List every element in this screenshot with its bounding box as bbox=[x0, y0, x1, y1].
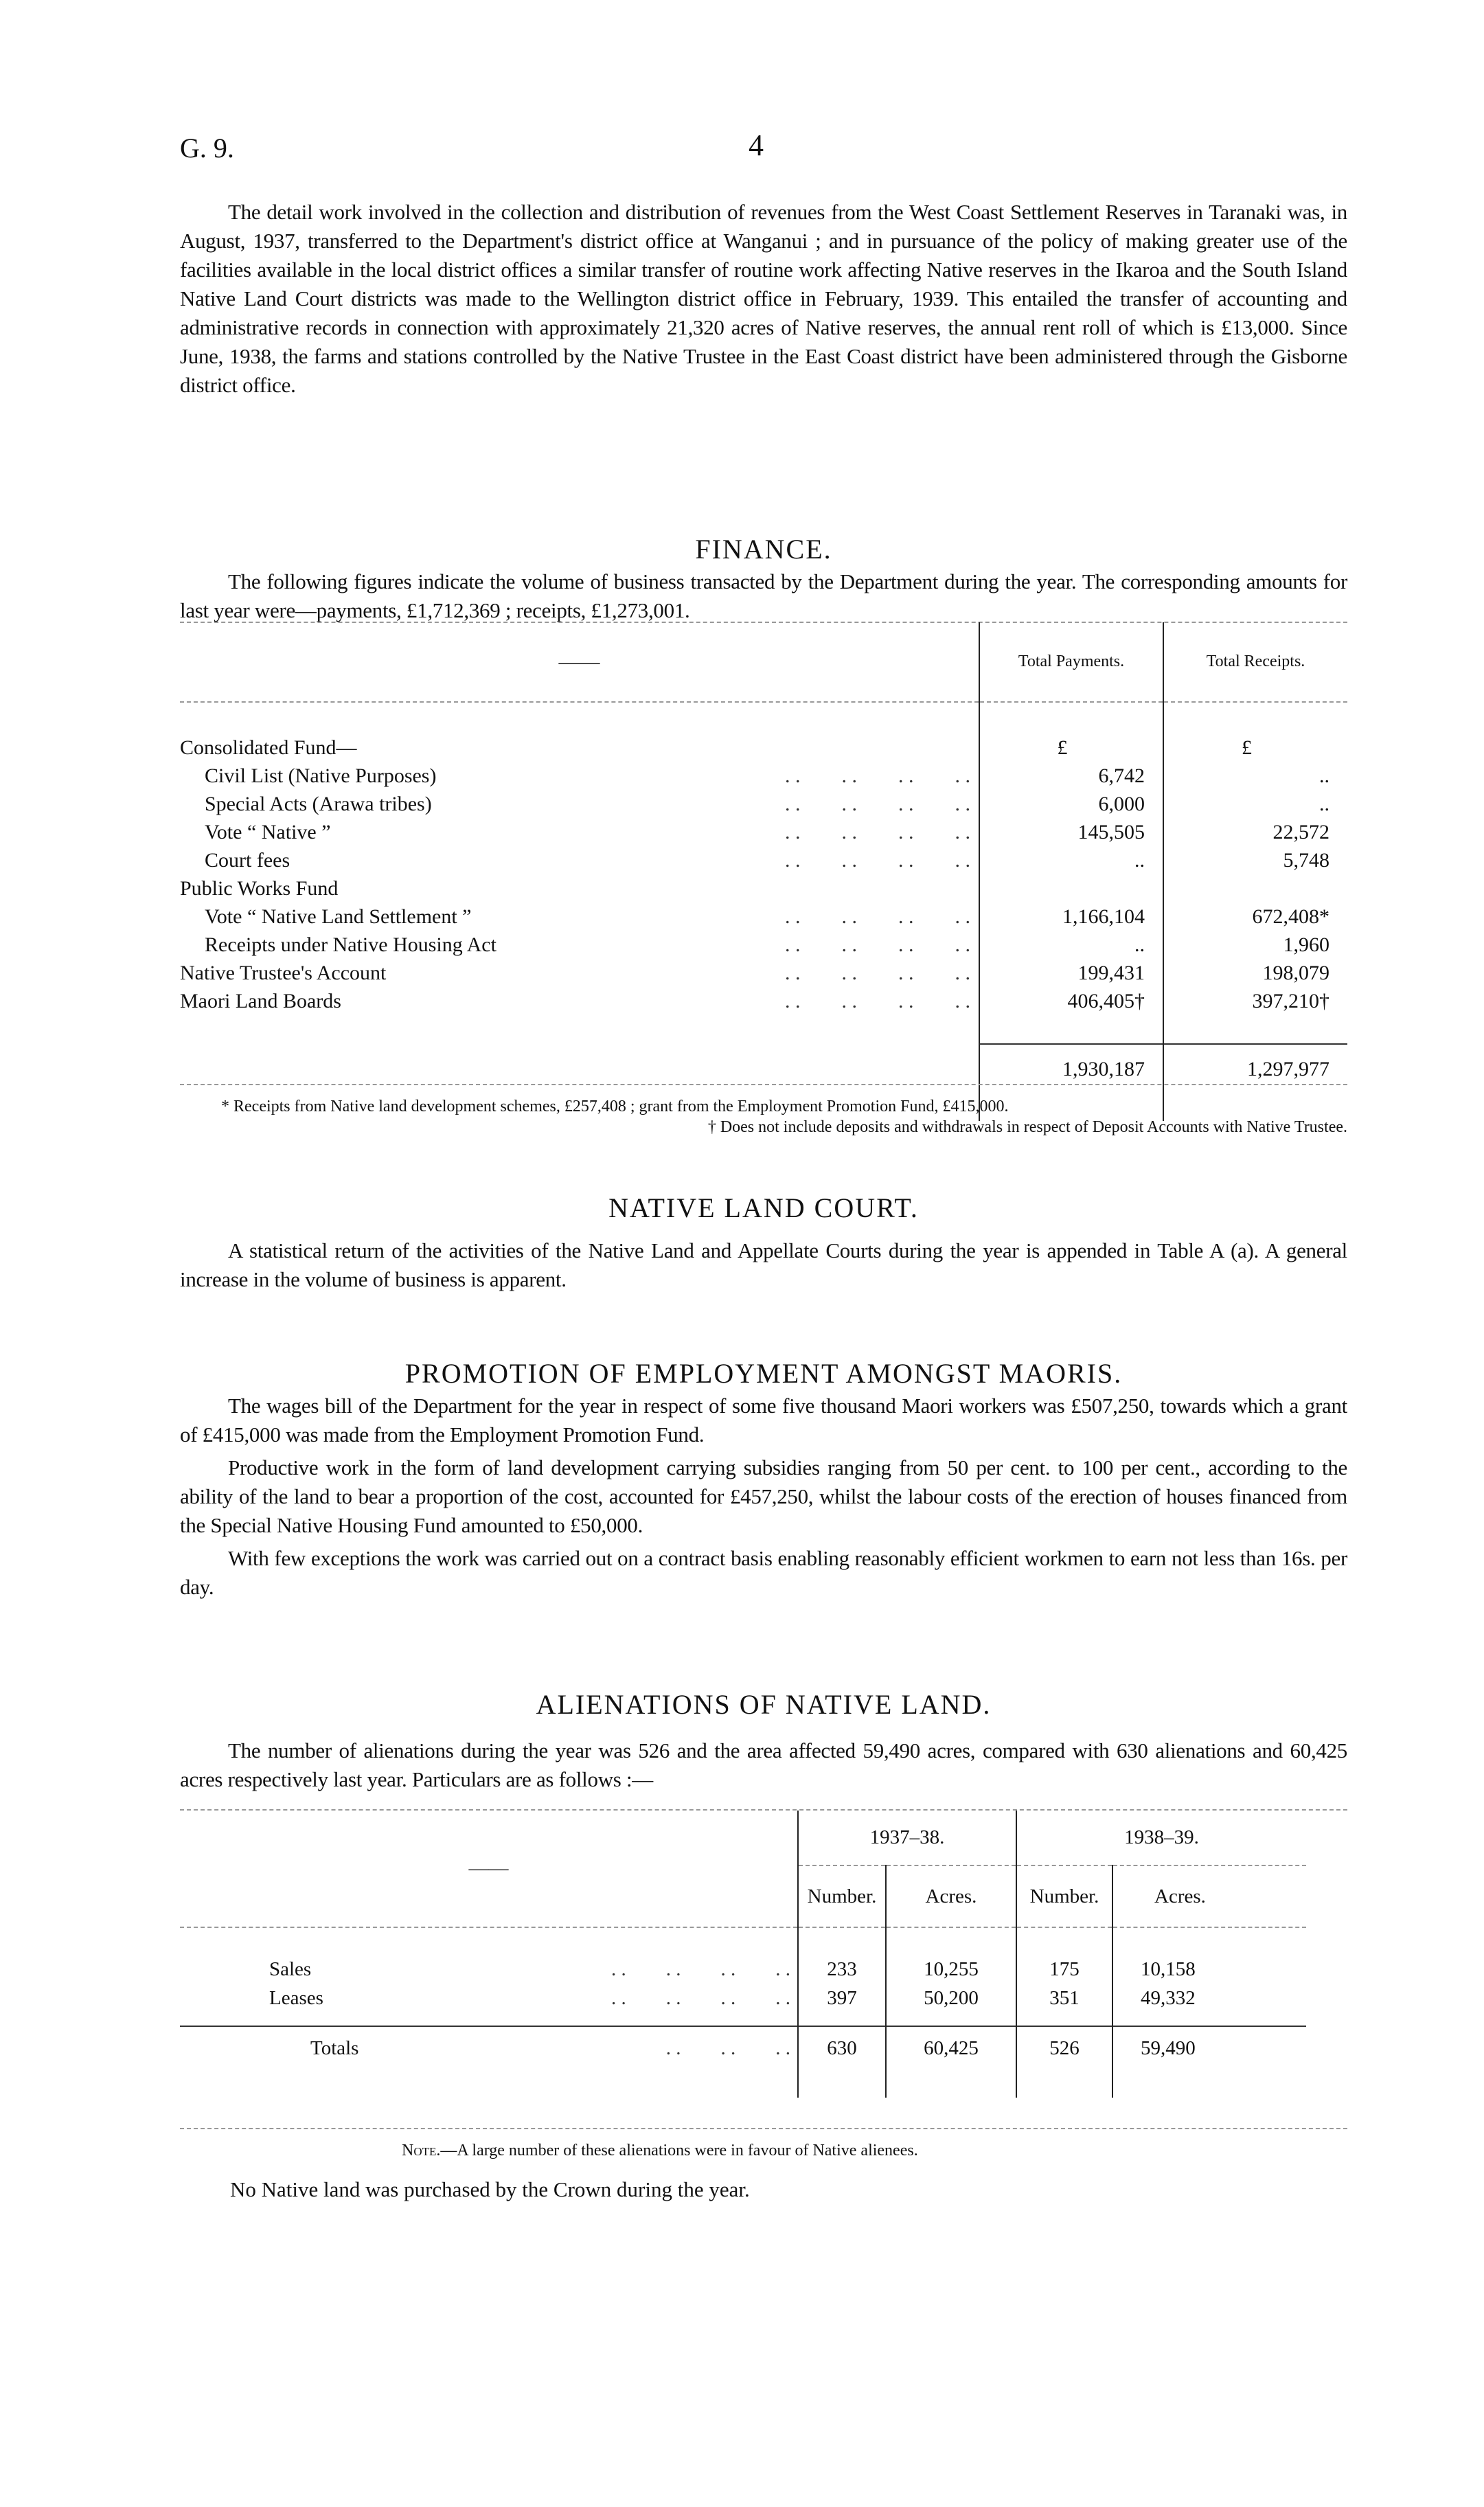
row-payments: 199,431 bbox=[979, 959, 1163, 987]
row-payments: 406,405† bbox=[979, 987, 1163, 1015]
land-court-paragraph bbox=[180, 1236, 1347, 1294]
col-total-payments: Total Payments. bbox=[979, 622, 1163, 702]
note-label: Note. bbox=[402, 2142, 441, 2159]
intro-text: The detail work involved in the collection and distribution of revenues from the West Coast Settlement Reserves in Taranaki was, in August, 1937, transferred to the Department's district office at Wanganui ; and in pursuance of the policy of making greater use of the facilities available in the local district offices a similar transfer of routine work affecting Native reserves in the Ikaroa and the South Island Native Land Court districts was made to the Wellington district office in February, 1939. This entailed the transfer of accounting and administrative records in connection with approximately 21,320 acres of Native reserves, the annual rent roll of which is £13,000. Since June, 1938, the farms and stations controlled by the Native Trustee in the East Coast district have been administered through the Gisborne district office. bbox=[180, 200, 1347, 397]
row-label-text: Vote “ Native ” bbox=[205, 821, 331, 843]
cell-n1: 233 bbox=[798, 1955, 886, 1984]
leader-dots: . . . . . . . . bbox=[785, 933, 970, 956]
cell-a2: 10,158 bbox=[1112, 1955, 1306, 1984]
row-label bbox=[180, 903, 979, 931]
col-number: Number. bbox=[1016, 1865, 1112, 1927]
leader-dots: . . . . . . . . bbox=[611, 1986, 790, 2009]
land-court-text: A statistical return of the activities of the Native Land and Appellate Courts during the year is appended in Table A (a). A general increase in the volume of business is apparent. bbox=[180, 1238, 1347, 1291]
cell-n2: 175 bbox=[1016, 1955, 1112, 1984]
row-label bbox=[180, 987, 979, 1015]
leader-dots: . . . . . . . . bbox=[785, 905, 970, 928]
alienations-note bbox=[402, 2142, 918, 2160]
finance-row bbox=[180, 987, 1347, 1015]
finance-row bbox=[180, 818, 1347, 846]
alien-table-bottom-rule bbox=[180, 2128, 1347, 2129]
leader-dots: . . . . . . . . bbox=[785, 962, 970, 984]
alienations-table bbox=[180, 1811, 1306, 2098]
finance-table bbox=[180, 622, 1347, 1121]
leader-dots: . . . . . . bbox=[665, 2037, 790, 2059]
row-label bbox=[180, 818, 979, 846]
land-court-heading: NATIVE LAND COURT. bbox=[608, 1192, 919, 1223]
row-label bbox=[180, 762, 979, 790]
row-label-text: Native Trustee's Account bbox=[180, 962, 387, 984]
finance-row bbox=[180, 931, 1347, 959]
row-label bbox=[180, 790, 979, 818]
row-receipts: 5,748 bbox=[1163, 846, 1347, 874]
leader-dots: . . . . . . . . bbox=[785, 821, 970, 843]
employment-paragraph: The wages bill of the Department for the year in respect of some five thousand Maori workers was £507,250, towards which a grant of £415,000 was made from the Employment Promotion Fund. bbox=[180, 1394, 1347, 1447]
row-label bbox=[180, 1955, 798, 1984]
leader-dots: . . . . . . . . bbox=[785, 849, 970, 872]
row-receipts: £ bbox=[1163, 734, 1347, 762]
alienations-paragraph bbox=[180, 1736, 1347, 1794]
finance-heading: FINANCE. bbox=[695, 534, 832, 565]
col-number: Number. bbox=[798, 1865, 886, 1927]
year-1938-39: 1938–39. bbox=[1016, 1811, 1306, 1865]
intro-paragraph bbox=[180, 198, 1347, 400]
cell-a1: 10,255 bbox=[886, 1955, 1016, 1984]
closing-sentence: No Native land was purchased by the Crown during the year. bbox=[230, 2177, 750, 2201]
row-payments: 1,166,104 bbox=[979, 903, 1163, 931]
finance-row bbox=[180, 903, 1347, 931]
row-receipts: 198,079 bbox=[1163, 959, 1347, 987]
footnote-asterisk: * Receipts from Native land development schemes, £257,408 ; grant from the Employment Promotion Fund, £415,000. bbox=[221, 1098, 1009, 1115]
total-payments: 1,930,187 bbox=[979, 1044, 1163, 1093]
row-label bbox=[180, 931, 979, 959]
row-label-text: Sales bbox=[269, 1958, 312, 1980]
col-acres: Acres. bbox=[886, 1865, 1016, 1927]
col-total-receipts: Total Receipts. bbox=[1163, 622, 1347, 702]
col-acres: Acres. bbox=[1112, 1865, 1306, 1927]
stub-header: —— bbox=[558, 650, 600, 673]
row-receipts: .. bbox=[1163, 790, 1347, 818]
footnote-dagger: † Does not include deposits and withdrawals in respect of Deposit Accounts with Native Trustee. bbox=[707, 1118, 1347, 1136]
total-receipts: 1,297,977 bbox=[1163, 1044, 1347, 1093]
cell-a2: 49,332 bbox=[1112, 1984, 1306, 2012]
employment-paragraph: With few exceptions the work was carried out on a contract basis enabling reasonably efficient workmen to earn not less than 16s. per day. bbox=[180, 1546, 1347, 1599]
row-label bbox=[180, 1984, 798, 2012]
alienation-row bbox=[180, 1984, 1306, 2012]
year-1937-38: 1937–38. bbox=[798, 1811, 1016, 1865]
row-label bbox=[180, 846, 979, 874]
row-payments: .. bbox=[979, 846, 1163, 874]
row-receipts: 1,960 bbox=[1163, 931, 1347, 959]
finance-row bbox=[180, 846, 1347, 874]
row-payments: 6,000 bbox=[979, 790, 1163, 818]
table-bottom-rule bbox=[180, 1084, 1347, 1085]
row-payments: £ bbox=[979, 734, 1163, 762]
row-payments: 145,505 bbox=[979, 818, 1163, 846]
row-receipts: .. bbox=[1163, 762, 1347, 790]
employment-heading: PROMOTION OF EMPLOYMENT AMONGST MAORIS. bbox=[404, 1358, 1123, 1389]
total-a2: 59,490 bbox=[1112, 2026, 1306, 2070]
row-label bbox=[180, 874, 979, 903]
row-label-text: Leases bbox=[269, 1986, 323, 2009]
finance-row bbox=[180, 874, 1347, 903]
row-receipts bbox=[1163, 874, 1347, 903]
finance-text: The following figures indicate the volume of business transacted by the Department during the year. The corresponding amounts for last year were—payments, £1,712,369 ; receipts, £1,273,001. bbox=[180, 569, 1347, 622]
finance-row bbox=[180, 959, 1347, 987]
total-a1: 60,425 bbox=[886, 2026, 1016, 2070]
row-label-text: Maori Land Boards bbox=[180, 990, 341, 1012]
row-payments: 6,742 bbox=[979, 762, 1163, 790]
leader-dots: . . . . . . . . bbox=[785, 764, 970, 787]
note-text: —A large number of these alienations were in favour of Native alienees. bbox=[440, 2142, 918, 2159]
finance-footnotes bbox=[180, 1096, 1347, 1137]
total-n1: 630 bbox=[798, 2026, 886, 2070]
row-label-text: Vote “ Native Land Settlement ” bbox=[205, 905, 472, 928]
alienations-heading: ALIENATIONS OF NATIVE LAND. bbox=[536, 1689, 992, 1720]
row-label bbox=[180, 734, 979, 762]
leader-dots: . . . . . . . . bbox=[785, 793, 970, 815]
row-receipts: 397,210† bbox=[1163, 987, 1347, 1015]
row-label-text: Court fees bbox=[205, 849, 290, 872]
totals-row-label bbox=[180, 2026, 798, 2070]
cell-a1: 50,200 bbox=[886, 1984, 1016, 2012]
row-label-text: Receipts under Native Housing Act bbox=[205, 933, 496, 956]
leader-dots: . . . . . . . . bbox=[785, 990, 970, 1012]
row-receipts: 22,572 bbox=[1163, 818, 1347, 846]
row-payments bbox=[979, 874, 1163, 903]
row-receipts: 672,408* bbox=[1163, 903, 1347, 931]
alienations-text: The number of alienations during the year was 526 and the area affected 59,490 acres, compared with 630 alienations and 60,425 acres respectively last year. Particulars are as follows :— bbox=[180, 1738, 1347, 1791]
finance-row bbox=[180, 790, 1347, 818]
totals-label: Totals bbox=[310, 2037, 359, 2059]
row-label-text: Civil List (Native Purposes) bbox=[205, 764, 437, 787]
page-number: 4 bbox=[749, 128, 764, 162]
alienation-row bbox=[180, 1955, 1306, 1984]
finance-row bbox=[180, 762, 1347, 790]
stub-header: —— bbox=[468, 1857, 509, 1879]
cell-n2: 351 bbox=[1016, 1984, 1112, 2012]
leader-dots: . . . . . . . . bbox=[611, 1958, 790, 1980]
row-label bbox=[180, 959, 979, 987]
row-label-text: Public Works Fund bbox=[180, 877, 339, 900]
employment-paragraphs bbox=[180, 1392, 1347, 1602]
cell-n1: 397 bbox=[798, 1984, 886, 2012]
finance-paragraph bbox=[180, 567, 1347, 625]
row-label-text: Consolidated Fund— bbox=[180, 736, 357, 759]
finance-row bbox=[180, 734, 1347, 762]
row-payments: .. bbox=[979, 931, 1163, 959]
employment-paragraph: Productive work in the form of land development carrying subsidies ranging from 50 per cent. to 100 per cent., according to the ability of the land to bear a proportion of the cost, accounted for £457,250, whilst the labour costs of the erection of houses financed from the Special Native Housing Fund amounted to £50,000. bbox=[180, 1455, 1347, 1537]
row-label-text: Special Acts (Arawa tribes) bbox=[205, 793, 432, 815]
document-reference: G. 9. bbox=[180, 133, 234, 163]
total-n2: 526 bbox=[1016, 2026, 1112, 2070]
